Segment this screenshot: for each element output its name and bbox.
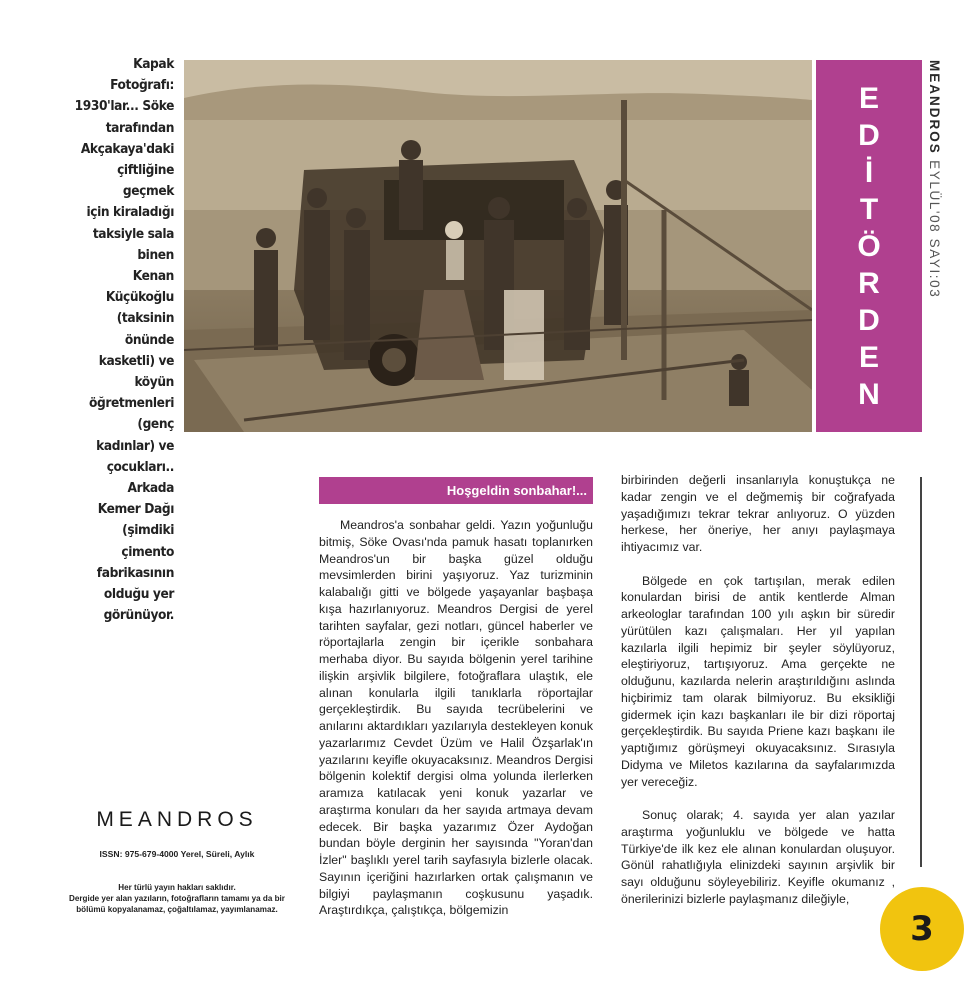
caption-line: Kemer Dağı: [97, 501, 174, 518]
cover-photo: [184, 60, 812, 432]
rights-line: Dergide yer alan yazıların, fotoğrafların tamamı ya da bir: [69, 894, 285, 903]
article-paragraph: Sonuç olarak; 4. sayıda yer alan yazılar araştırma yoğunluklu ve bölgede ve hatta Türkiye'de ilk kez ele alınan konulardan oluşuyor. Gönül rahatlığıyla elinizdeki sayının arşivlik bir sayı olduğunu söyleyebiliriz. Keyifle okumanız , önerilerinizi bizlerle paylaşmanız dileğiyle,: [621, 808, 895, 906]
rights-line: Her türlü yayın hakları saklıdır.: [118, 883, 236, 892]
caption-line: öğretmenleri (genç: [89, 395, 174, 433]
footer-logo: MEANDROS: [96, 808, 258, 831]
cover-photo-illustration: [184, 60, 812, 432]
section-title-letter: İ: [864, 155, 874, 189]
section-title: [816, 60, 922, 432]
caption-line: (şimdiki çimento: [121, 522, 174, 560]
caption-line: çiftliğine geçmek: [117, 162, 174, 200]
issn-line: ISSN: 975-679-4000 Yerel, Süreli, Aylık: [99, 849, 255, 859]
section-title-band: [816, 60, 922, 432]
caption-line: Kapak Fotoğrafı:: [110, 56, 174, 94]
rights-line: bölümü kopyalanamaz, çoğaltılamaz, yayımlanamaz.: [76, 905, 278, 914]
caption-line: kadınlar) ve: [96, 437, 174, 454]
caption-line: fabrikasının: [96, 564, 174, 581]
caption-line: taksiyle sala binen: [92, 225, 174, 263]
article-column-2: [621, 472, 895, 908]
masthead-brand: MEANDROS: [927, 60, 942, 155]
rights-notice: [62, 882, 292, 915]
section-title-letter: Ö: [857, 229, 881, 263]
cover-photo-caption: [66, 54, 174, 626]
section-title-letter: D: [858, 118, 880, 152]
section-title-letter: E: [858, 81, 879, 115]
section-title-letter: E: [858, 340, 879, 374]
caption-line: 1930'lar... Söke: [74, 98, 174, 115]
masthead-issue: EYLÜL'08 SAYI:03: [927, 160, 942, 299]
caption-line: Akçakaya'daki: [80, 140, 174, 157]
column-divider: [920, 477, 922, 867]
article-column-1: [319, 517, 593, 919]
caption-line: Kenan Küçükoğlu: [105, 268, 174, 306]
caption-line: kasketli) ve köyün: [98, 352, 174, 391]
masthead-vertical: [924, 60, 944, 310]
section-title-letter: N: [858, 377, 880, 411]
caption-line: olduğu yer: [103, 586, 174, 603]
article-paragraph: Meandros'a sonbahar geldi. Yazın yoğunluğu bitmiş, Söke Ovası'nda pamuk hasatı toplanırken Meandros'un bir başka güzel olduğu mevsimlerden birini yaşıyoruz. Yaz turizminin kalabalığı gitti ve bölgede yaşayanlar başbaşa kışa hazırlanıyoruz. Meandros Dergisi de yerel tarihten sayfalar, gezi notları, güncel haberler ve röportajlarla zengin bir içerikle sonbahara merhaba diyor. Bu sayıda bölgenin yerel tarihine ilişkin arşivlik bilgilere, fotoğraflara ulaştık, ele alınan konularla ilgili tanıklarla röportajlar gerçekleştirdik. Bu sayıda tecrübelerini ve anılarını aktardıkları yazılarıyla destekleyen konuk yazarlarımız Cevdet Üzüm ve Halil Özşarlak'ın yazılarını keyifle okuyacaksınız. Meandros Dergisi bölgenin kolektif dergisi olma yolunda ilerlerken aramıza katılacak yeni konuk yazarlar ve araştırma konuları da her sayıda artmaya devam edecek. Bir başka yazarımız Özer Aydoğan bundan böyle derginin her sayısında "Yoran'dan İzler" başlıklı yerel tarih sayfasıyla bizlerle olacak. Sayının içeriğini hazırlarken ortak çalışmanın ve bilgiyi paylaşmanın coşkusunu yaşadık. Araştırdıkça, çalıştıkça, bölgemizin: [319, 518, 593, 918]
section-title-letter: T: [859, 192, 879, 226]
article-paragraph: Bölgede en çok tartışılan, merak edilen konulardan birisi de antik kentlerde Alman arkeologlar tarafından 100 yılı aşkın bir süredir yürütülen kazı çalışmaları. Her yıl yapılan kazılarla ilgili hepimiz bir şeyler söylüyoruz, eleştiriyoruz, tartışıyoruz. Ama gerçekte ne olduğunu, kazılarda nelerin araştırıldığını aslında hiçbirimiz tam olarak bilmiyoruz. Bu eksikliği gidermek için kazı başkanları ile bir dizi röportaj gerçekleştirdik. Bu sayıda Priene kazı başkanı ile yaptığımız görüşmeyi okuyacaksınız. Sırasıyla Didyma ve Miletos kazılarına da sayfalarımızda yer vereceğiz.: [621, 573, 895, 789]
caption-line: (taksinin önünde: [116, 310, 174, 348]
caption-line: tarafından: [105, 119, 174, 136]
caption-line: için kiraladığı: [86, 204, 174, 221]
page-number-badge: 3: [880, 887, 964, 971]
article-heading: Hoşgeldin sonbahar!...: [319, 477, 593, 504]
caption-line: görünüyor.: [103, 607, 174, 624]
caption-line: çocukları.. Arkada: [106, 458, 174, 497]
article-paragraph: birbirinden değerli insanlarıyla konuştukça ne kadar zengin ve el değmemiş bir coğrafyada yaşadığımızı tekrar tekrar anlıyoruz. O yüzden herkese, her öneriye, her anıyı paylaşmaya ihtiyacımız var.: [621, 473, 895, 554]
section-title-letter: R: [858, 266, 880, 300]
section-title-letter: D: [858, 303, 880, 337]
